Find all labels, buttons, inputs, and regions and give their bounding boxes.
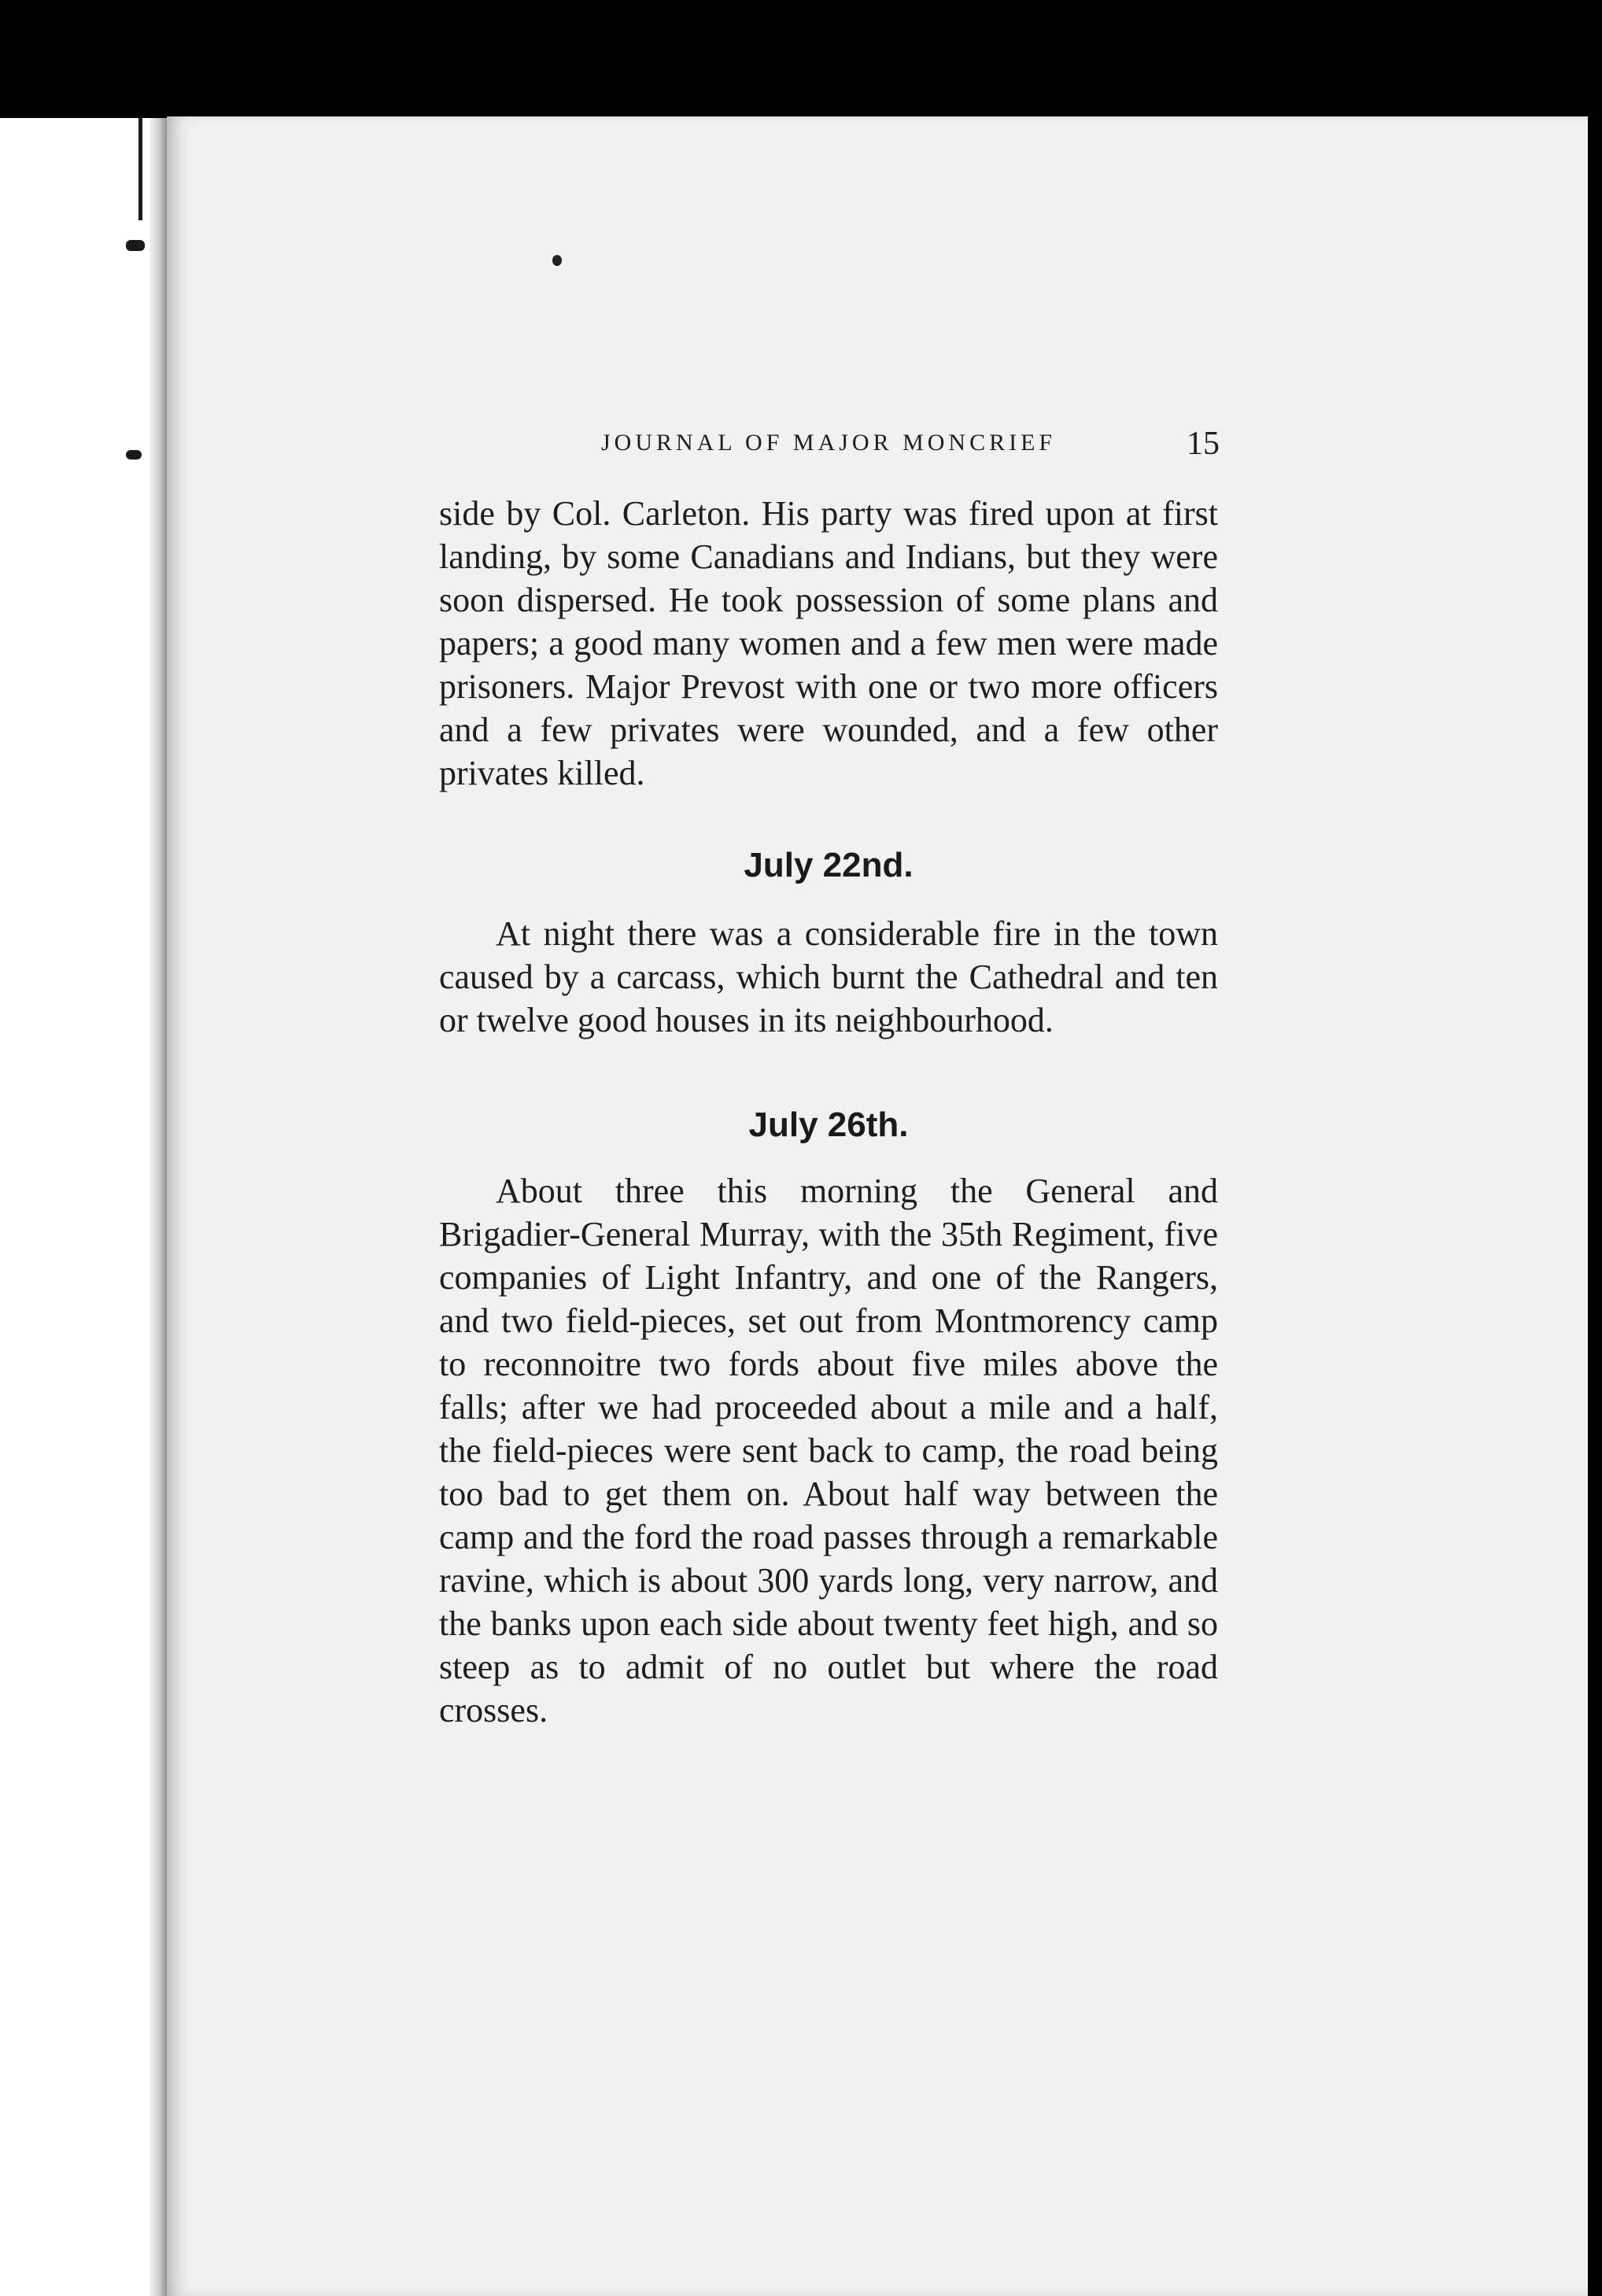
paragraph: About three this morning the General and Brigadier-General Murray, with the 35th Regiment, five companies of Light Infantry, and one of the Rangers, and two field-pieces, set out from Montmorency camp to reconnoitre two fords about five miles above the falls; after we had proceeded about a mile and a half, the field-pieces were sent back to camp, the road being too bad to get them on. About half way between the camp and the ford the road passes through a remarkable ravine, which is about 300 yards long, very narrow, and the banks upon each side about twenty feet high, and so steep as to admit of no outlet but where the road crosses. — [439, 1172, 1218, 1729]
paragraph: side by Col. Carleton. His party was fired upon at first landing, by some Canadians and Indians, but they were soon dispersed. He took possession of some plans and papers; a good many women and a few men were made prisoners. Major Prevost with one or two more officers and a few privates were wounded, and a few other privates killed. — [439, 494, 1218, 792]
date-heading: July 22nd. — [744, 846, 914, 884]
margin-mark — [126, 450, 142, 460]
body-text-block — [439, 1169, 1218, 1732]
binding-rule — [138, 118, 142, 220]
paragraph: At night there was a considerable fire in the town caused by a carcass, which burnt the Cathedral and ten or twelve good houses in its neighbourhood. — [439, 914, 1218, 1039]
body-text-block — [439, 492, 1218, 795]
body-text-block — [439, 912, 1218, 1042]
running-head: JOURNAL OF MAJOR MONCRIEF — [601, 430, 1057, 456]
ink-speck — [552, 255, 562, 266]
page-number: 15 — [1187, 426, 1220, 462]
margin-mark — [126, 240, 145, 251]
date-heading: July 26th. — [748, 1106, 909, 1144]
adjacent-page-edge — [0, 118, 169, 2296]
